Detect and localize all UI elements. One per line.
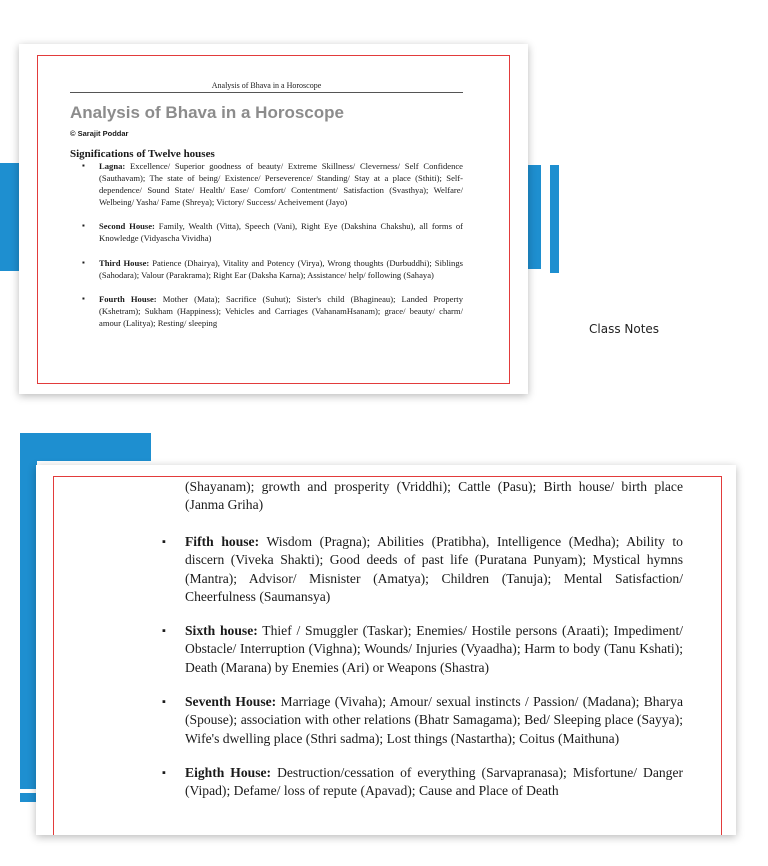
- item-text: Patience (Dhairya), Vitality and Potency (Virya), Wrong thoughts (Durbuddhi); Siblings (Sahodara); Valour (Parakrama); Right Ear (Daksha Karna); Assistance/ help/ following (Sahaya): [99, 257, 463, 280]
- item-label: Eighth House:: [185, 764, 272, 780]
- class-notes-label: Class Notes: [589, 322, 660, 336]
- continuation-text: (Shayanam); growth and prosperity (Vriddhi); Cattle (Pasu); Birth house/ birth place (Janma Griha): [185, 479, 683, 513]
- item-text: Destruction/cessation of everything (Sarvapranasa); Misfortune/ Danger (Vipad); Defame/ loss of repute (Apavad); Cause and Place of Death: [185, 764, 684, 799]
- house-list-1: [80, 160, 463, 341]
- item-text: Family, Wealth (Vitta), Speech (Vani), Right Eye (Dakshina Chakshu), all forms of Knowledge (Vidyascha Vividha): [99, 221, 463, 244]
- list-item-seventh-house: [162, 693, 683, 748]
- document-page-2: [53, 476, 722, 835]
- accent-tick-bottom: [20, 793, 37, 802]
- item-label: Sixth house:: [185, 623, 258, 639]
- list-item-second-house: [80, 220, 463, 244]
- item-label: Fourth House:: [99, 293, 157, 304]
- item-label: Seventh House:: [185, 694, 277, 710]
- item-text: Wisdom (Pragna); Abilities (Pratibha), Intelligence (Medha); Ability to discern (Viveka Shakti); Good deeds of past life (Puratana Punyam); Mystical hymns (Mantra); Advisor/ Misnister (Amatya); Children (Tanuja); Mental Satisfaction/ Cheerfulness (Saumansya): [185, 534, 683, 604]
- list-item-third-house: [80, 257, 463, 281]
- item-text: Excellence/ Superior goodness of beauty/ Extreme Skillness/ Cleverness/ Self Confidence (Sauthavam); The state of being/ Existence/ Perseverence/ Standing/ Stay at a place (Sthiti); Self- dependence/ Sound State/ Health/ Ease/ Comfort/ Contentment/ Satisfaction (Svasthya); Welfare/ Welbeing/ Yasha/ Fame (Shreya); Victory/ Success/ Acheivement (Jayo): [99, 161, 463, 208]
- accent-block-top: [20, 433, 151, 461]
- document-title: Analysis of Bhava in a Horoscope: [70, 103, 344, 122]
- item-label: Third House:: [99, 257, 150, 268]
- list-item-fifth-house: [162, 533, 683, 606]
- item-label: Lagna:: [99, 161, 126, 171]
- accent-bar-left-bottom: [20, 433, 37, 789]
- document-author: © Sarajit Poddar: [70, 129, 129, 138]
- accent-bar-right-thick: [528, 165, 541, 269]
- item-text: Marriage (Vivaha); Amour/ sexual instincts / Passion/ (Madana); Bharya (Spouse); association with other relations (Bhatr Samagama); Bed/ Sleeping place (Sayya); Wife's dwelling place (Sthri sadma); Lost things (Nastartha); Coitus (Maithuna): [185, 694, 683, 746]
- running-header: Analysis of Bhava in a Horoscope: [70, 81, 463, 93]
- item-label: Second House:: [99, 221, 155, 232]
- list-item-sixth-house: [162, 622, 683, 677]
- item-text: Thief / Smuggler (Taskar); Enemies/ Hostile persons (Araati); Impediment/ Obstacle/ Interruption (Vighna); Wounds/ Injuries (Vyaadha); Harm to body (Tanu Kshati); Death (Marana) by Enemies (Ari) or Weapons (Shastra): [185, 623, 683, 675]
- accent-bar-right-thin: [550, 165, 559, 273]
- document-preview-card-2[interactable]: [36, 465, 736, 835]
- house-list-2: [162, 533, 683, 817]
- list-item-eighth-house: [162, 764, 683, 801]
- accent-bar-left-top: [0, 163, 20, 271]
- list-item-fourth-house: [80, 293, 463, 329]
- item-label: Fifth house:: [185, 534, 260, 549]
- document-page-1: [37, 55, 510, 384]
- list-item-lagna: [80, 160, 463, 208]
- document-preview-card-1[interactable]: [19, 44, 528, 394]
- section-heading: Significations of Twelve houses: [70, 148, 215, 160]
- item-text: Mother (Mata); Sacrifice (Suhut); Sister's child (Bhagineau); Landed Property (Kshetram); Sukham (Happiness); Vehicles and Carriages (VahanamHsanam); grace/ beauty/ charm/ amour (Lalitya); Resting/ sleeping: [99, 293, 463, 328]
